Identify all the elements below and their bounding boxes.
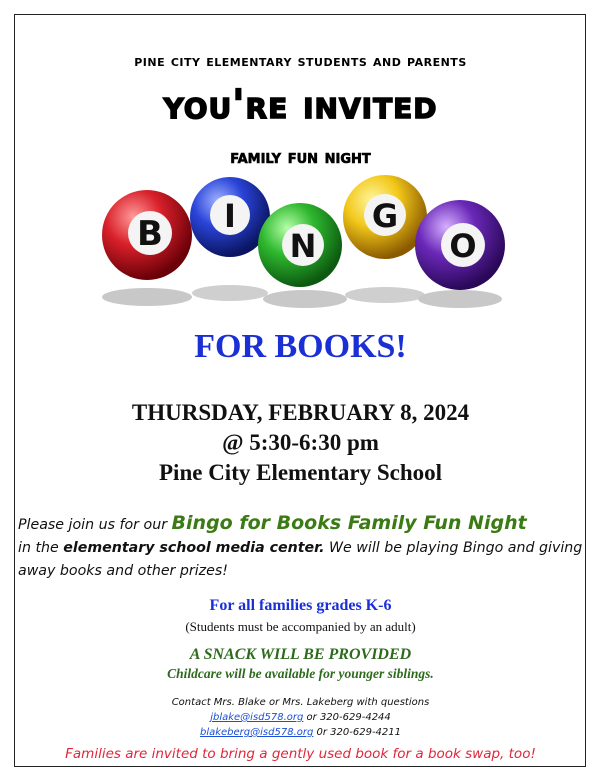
event-location: Pine City Elementary School [159, 460, 442, 485]
ball-shadow [192, 285, 268, 301]
ball-letter-g: G [371, 197, 399, 235]
grades-note: (Students must be accompanied by an adult) [185, 619, 416, 634]
for-books-title: FOR BOOKS! [194, 328, 407, 365]
childcare-note: Childcare will be available for younger siblings. [167, 666, 434, 681]
bingo-balls-graphic [95, 175, 515, 315]
snack-title: A SNACK WILL BE PROVIDED [189, 646, 412, 663]
event-time: @ 5:30-6:30 pm [222, 430, 379, 455]
ball-shadow [418, 290, 502, 308]
contact-line-2 [0, 725, 601, 740]
ball-letter-b: B [137, 214, 163, 254]
contact-block [0, 695, 601, 740]
ball-shadow [345, 287, 425, 303]
invitation-paragraph [18, 512, 583, 583]
ball-letter-i: I [224, 197, 236, 235]
phone-2: 0r 320-629-4211 [313, 727, 401, 738]
book-swap-note: Families are invited to bring a gently used book for a book swap, too! [65, 746, 536, 762]
ball-shadow [102, 288, 192, 306]
phone-1: or 320-629-4244 [303, 712, 391, 723]
event-date: THURSDAY, FEBRUARY 8, 2024 [131, 400, 470, 425]
para-place: elementary school media center. [63, 540, 325, 556]
email-link-blakeberg[interactable]: blakeberg@isd578.org [199, 727, 314, 738]
para-event-name: Bingo for Books Family Fun Night [171, 512, 527, 534]
ball-shadow [263, 290, 347, 308]
ball-letter-o: O [449, 227, 477, 265]
email-link-jblake[interactable]: jblake@isd578.org [210, 712, 304, 723]
header-family-fun-night: family fun night [230, 146, 371, 168]
header-invited: you're invited [163, 82, 438, 128]
para-intro: Please join us for our [18, 517, 172, 533]
contact-intro: Contact Mrs. Blake or Mrs. Lakeberg with questions [171, 697, 430, 708]
header-audience: pine city elementary students and parents [134, 52, 467, 70]
event-details [0, 398, 601, 488]
grades-title: For all families grades K-6 [209, 597, 392, 614]
para-in-the: in the [18, 540, 64, 556]
contact-line-1 [0, 710, 601, 725]
ball-letter-n: N [289, 227, 317, 265]
para-rest: We will be playing Bingo and giving away books and other prizes! [18, 540, 583, 579]
